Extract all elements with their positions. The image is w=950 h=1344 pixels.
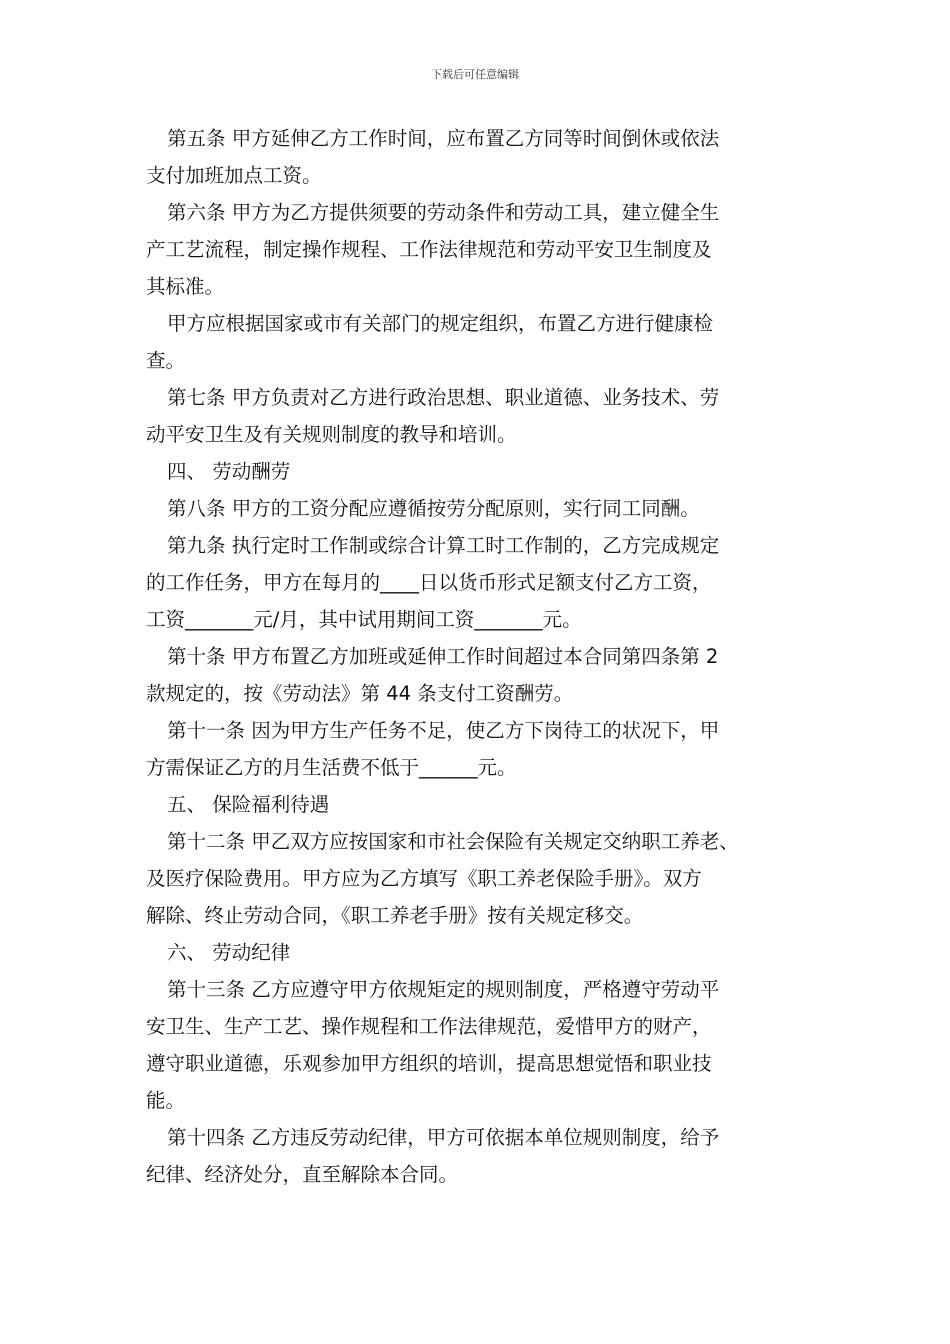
text-line: 第十二条 甲乙双方应按国家和市社会保险有关规定交纳职工养老、 <box>167 830 739 853</box>
section-heading <box>146 453 816 490</box>
text-line: 第六条 甲方为乙方提供须要的劳动条件和劳动工具，建立健全生 <box>167 201 720 224</box>
contract-clause <box>146 823 816 934</box>
text-line: 第十条 甲方布置乙方加班或延伸工作时间超过本合同第四条第 2 <box>167 645 719 668</box>
text-line: 产工艺流程，制定操作规程、工作法律规范和劳动平安卫生制度及 <box>146 238 712 261</box>
contract-clause <box>146 194 816 305</box>
contract-clause <box>146 379 816 453</box>
text-line: 工资_______元/月，其中试用期间工资_______元。 <box>146 608 582 631</box>
contract-clause <box>146 490 816 527</box>
text-line: 及医疗保险费用。甲方应为乙方填写《职工养老保险手册》。双方 <box>146 867 702 890</box>
text-line: 第十一条 因为甲方生产任务不足，使乙方下岗待工的状况下，甲 <box>167 719 720 742</box>
contract-clause <box>146 120 816 194</box>
text-line: 动平安卫生及有关规则制度的教导和培训。 <box>146 423 517 446</box>
contract-clause <box>146 305 816 379</box>
text-line: 方需保证乙方的月生活费不低于______元。 <box>146 756 517 779</box>
text-line: 五、 保险福利待遇 <box>167 793 330 816</box>
text-line: 安卫生、生产工艺、操作规程和工作法律规范，爱惜甲方的财产， <box>146 1015 712 1038</box>
text-line: 的工作任务，甲方在每月的____日以货币形式足额支付乙方工资， <box>146 571 712 594</box>
contract-clause <box>146 971 816 1119</box>
text-line: 第七条 甲方负责对乙方进行政治思想、职业道德、业务技术、劳 <box>167 386 720 409</box>
text-line: 甲方应根据国家或市有关部门的规定组织，布置乙方进行健康检 <box>167 312 714 335</box>
text-line: 解除、终止劳动合同，《职工养老手册》按有关规定移交。 <box>146 904 644 927</box>
contract-clause <box>146 1119 816 1193</box>
contract-clause <box>146 527 816 638</box>
text-line: 四、 劳动酬劳 <box>167 460 291 483</box>
contract-clause <box>146 712 816 786</box>
section-heading <box>146 934 816 971</box>
text-line: 查。 <box>146 349 186 372</box>
text-line: 第八条 甲方的工资分配应遵循按劳分配原则，实行同工同酬。 <box>167 497 700 520</box>
text-line: 支付加班加点工资。 <box>146 164 322 187</box>
text-line: 第九条 执行定时工作制或综合计算工时工作制的，乙方完成规定 <box>167 534 720 557</box>
section-heading <box>146 786 816 823</box>
page-header: 下载后可任意编辑 <box>431 68 519 81</box>
text-line: 六、 劳动纪律 <box>167 941 291 964</box>
contract-clause <box>146 638 816 712</box>
text-line: 遵守职业道德，乐观参加甲方组织的培训，提高思想觉悟和职业技 <box>146 1052 712 1075</box>
document-body <box>146 120 816 1193</box>
text-line: 其标准。 <box>146 275 225 298</box>
text-line: 能。 <box>146 1089 186 1112</box>
text-line: 款规定的，按《劳动法》第 44 条支付工资酬劳。 <box>146 682 574 705</box>
text-line: 纪律、经济处分，直至解除本合同。 <box>146 1163 459 1186</box>
text-line: 第五条 甲方延伸乙方工作时间，应布置乙方同等时间倒休或依法 <box>167 127 720 150</box>
text-line: 第十四条 乙方违反劳动纪律，甲方可依据本单位规则制度，给予 <box>167 1126 720 1149</box>
text-line: 第十三条 乙方应遵守甲方依规矩定的规则制度，严格遵守劳动平 <box>167 978 720 1001</box>
